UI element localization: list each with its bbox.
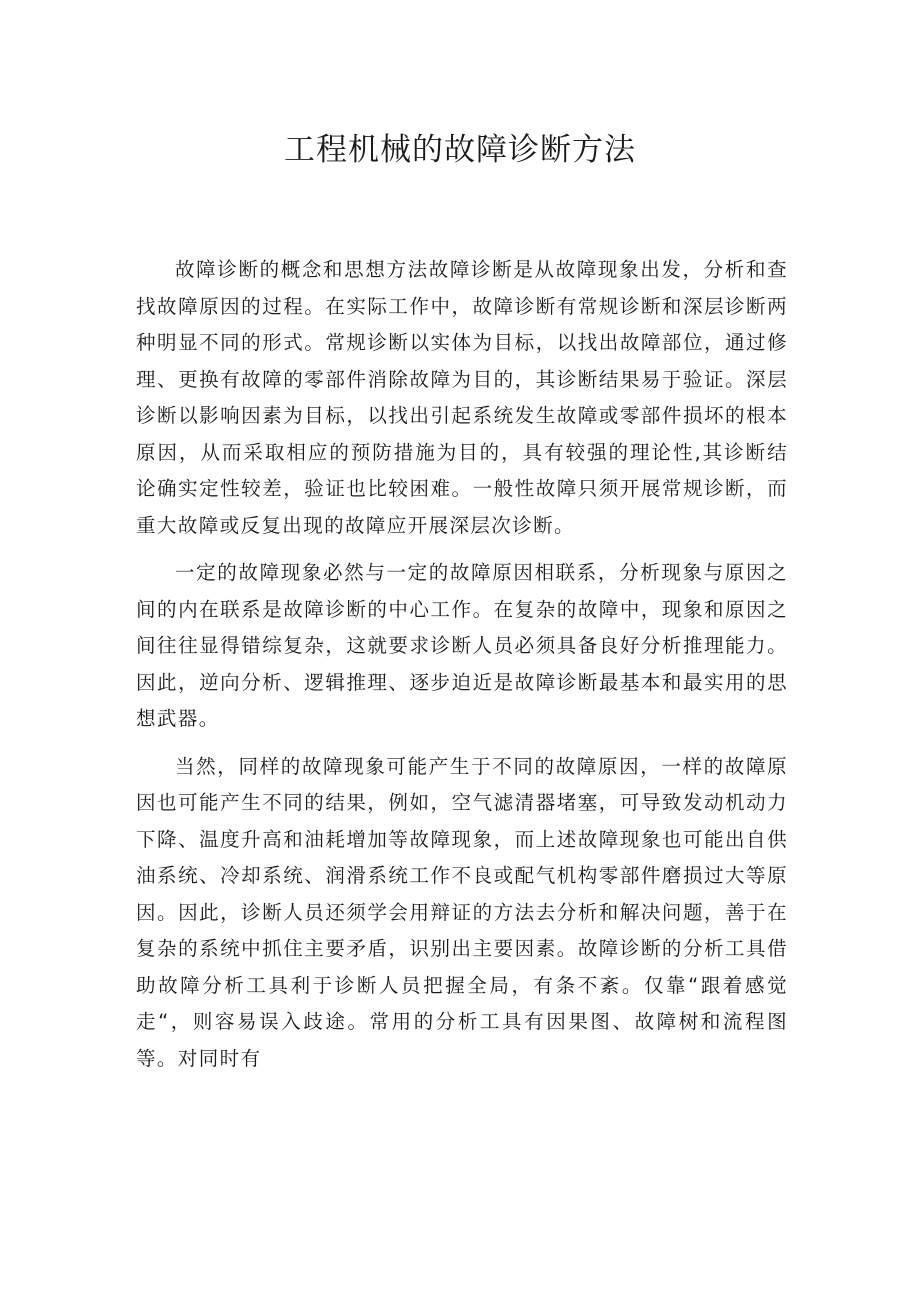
paragraph-1: 故障诊断的概念和思想方法故障诊断是从故障现象出发，分析和查找故障原因的过程。在实际工作中，故障诊断有常规诊断和深层诊断两种明显不同的形式。常规诊断以实体为目标，以找出故障部位，通过修理、更换有故障的零部件消除故障为目的，其诊断结果易于验证。深层诊断以影响因素为目标，以找出引起系统发生故障或零部件损坏的根本原因，从而采取相应的预防措施为目的，具有较强的理论性,其诊断结论确实定性较差，验证也比较困难。一般性故障只须开展常规诊断，而重大故障或反复出现的故障应开展深层次诊断。 — [136, 258, 788, 537]
paragraph-3: 当然，同样的故障现象可能产生于不同的故障原因，一样的故障原因也可能产生不同的结果，例如，空气滤清器堵塞，可导致发动机动力下降、温度升高和油耗增加等故障现象，而上述故障现象也可能出自供油系统、冷却系统、润滑系统工作不良或配气机构零部件磨损过大等原因。因此，诊断人员还须学会用辩证的方法去分析和解决问题，善于在复杂的系统中抓住主要矛盾，识别出主要因素。故障诊断的分析工具借助故障分析工具利于诊断人员把握全局，有条不紊。仅靠“跟着感觉走“，则容易误入歧途。常用的分析工具有因果图、故障树和流程图等。对同时有 — [136, 754, 788, 1070]
document-body — [136, 252, 788, 1088]
paragraph-2: 一定的故障现象必然与一定的故障原因相联系，分析现象与原因之间的内在联系是故障诊断的中心工作。在复杂的故障中，现象和原因之间往往显得错综复杂，这就要求诊断人员必须具备良好分析推理能力。因此，逆向分析、逻辑推理、逐步迫近是故障诊断最基本和最实用的思想武器。 — [136, 561, 788, 730]
document-title: 工程机械的故障诊断方法 — [284, 132, 636, 168]
